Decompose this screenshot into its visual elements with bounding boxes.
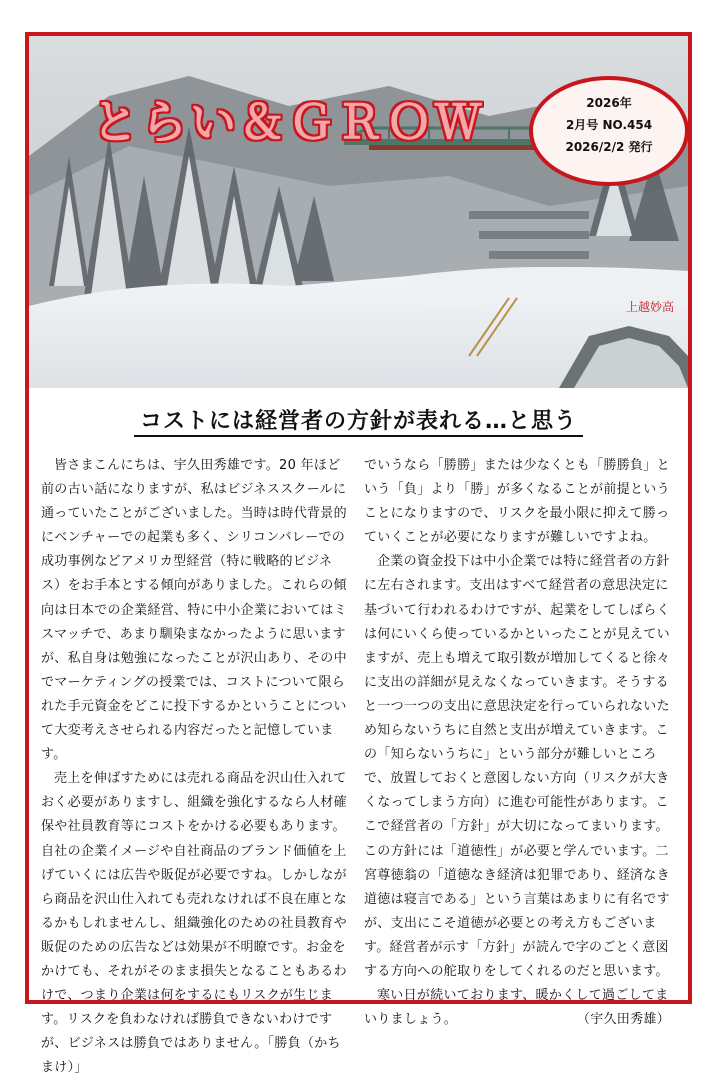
newsletter-title: とらい＆ＧＲＯＷ	[92, 95, 484, 149]
issue-date: 2026/2/2 発行	[565, 140, 653, 154]
issue-year: 2026年	[586, 96, 632, 110]
paragraph-3: 企業の資金投下は中小企業では特に経営者の方針に左右されます。支出はすべて経営者の意思決定に基づいて行われるわけですが、起業をしてしばらくは何にいくら使っているかといったことが見えていますが、売上も増えて取引数が増加してくると徐々に支出の詳細が見えなくなっていきます。そうすると一つ一つの支出に意思決定を行っていられないため知らないうちに自然と支出が増えていきます。この「知らないうちに」という部分が難しいところで、放置しておくと意図しない方向（リスクが大きくなってしまう方向）に進む可能性があります。ここで経営者の「方針」が大切になってまいります。この方針には「道徳性」が必要と学んでいます。二宮尊徳翁の「道徳なき経済は犯罪であり、経済なき道徳は寝言である」という言葉はあまりに有名ですが、支出にこそ道徳が必要との考え方もございます。経営者が示す「方針」が読んで字のごとく意図する方向への舵取りをしてくれるのだと思います。	[364, 554, 670, 979]
issue-badge	[529, 76, 689, 186]
closing-text: 寒い日が続いております、暖かくして過ごしてまいりましょう。	[364, 988, 669, 1028]
photo-location-label: 上越妙高	[626, 300, 675, 314]
article-headline	[30, 404, 687, 435]
paragraph-2: 売上を伸ばすためには売れる商品を沢山仕入れておく必要がありますし、組織を強化するなら人材確保や社員教育等にコストをかける必要もあります。自社の企業イメージや自社商品のブランド価値を上げていくには広告や販促が必要ですね。しかしながら商品を沢山仕入れても売れなければ不良在庫となるかもしれませんし、組織強化のための社員教育や販促のための広告などは効果が不明瞭です。お金をかけても、それがそのまま損失となることもあるわけで、つまり企業は何をするにもリスクが生じます。リスクを負わなければ勝負できないわけですが、ビジネスは勝負ではありません。「勝負（かちまけ）」	[41, 771, 347, 1076]
paragraph-4	[364, 984, 674, 1032]
paragraph-1: 皆さまこんにちは、宇久田秀雄です。20 年ほど前の古い話になりますが、私はビジネススクールに通っていたことがございました。当時は時代背景的にベンチャーでの起業も多く、シリコンバレーでの成功事例などアメリカ型経営（特に戦略的ビジネス）をお手本とする傾向がありました。これらの傾向は日本での企業経営、特に中小企業においてはミスマッチで、あまり馴染まなかったように思いますが、私自身は勉強になったことが沢山あり、その中でマーケティングの授業では、コストについて限られた手元資金をどこに投下するかということについて大変考えさせられる内容だったと記憶しています。	[41, 458, 347, 763]
article-column-right	[364, 454, 674, 1032]
issue-number: 2月号 NO.454	[565, 118, 653, 132]
author-signature: （宇久田秀雄）	[576, 1012, 670, 1028]
paragraph-2-continued: でいうなら「勝勝」または少なくとも「勝勝負」という「負」より「勝」が多くなることが前提ということになりますので、リスクを最小限に抑えて勝っていくことが必要になりますが難しいですよね。	[364, 458, 670, 546]
headline-text: コストには経営者の方針が表れる…と思う	[134, 409, 583, 437]
article-column-left	[41, 454, 351, 1080]
